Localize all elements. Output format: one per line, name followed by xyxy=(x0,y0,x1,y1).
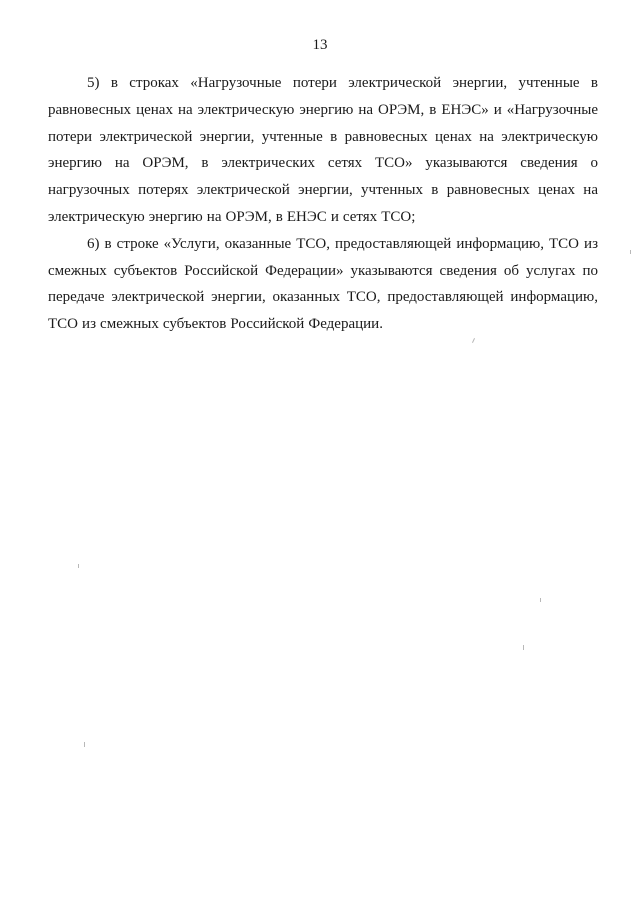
document-body xyxy=(48,70,598,338)
paragraph-item-6: 6) в строке «Услуги, оказанные ТСО, предоставляющей информацию, ТСО из смежных субъектов Российской Федерации» указываются сведения об услугах по передаче электрической энергии, оказанных ТСО, предоставляющей информацию, ТСО из смежных субъектов Российской Федерации. xyxy=(48,235,598,333)
scan-speck xyxy=(523,645,524,650)
paragraph-item-5: 5) в строках «Нагрузочные потери электрической энергии, учтенные в равновесных ценах на электрическую энергию на ОРЭМ, в ЕНЭС» и «Нагрузочные потери электрической энергии, учтенные в равновесных ценах на электрическую энергию на ОРЭМ, в электрических сетях ТСО» указываются сведения о нагрузочных потерях электрической энергии, учтенных в равновесных ценах на электрическую энергию на ОРЭМ, в ЕНЭС и сетях ТСО; xyxy=(48,75,598,225)
scan-speck xyxy=(84,742,85,747)
scan-speck xyxy=(78,564,79,568)
scan-speck xyxy=(472,338,475,343)
page-number: 13 xyxy=(312,37,328,53)
scan-speck xyxy=(630,250,631,254)
scan-speck xyxy=(540,598,541,602)
